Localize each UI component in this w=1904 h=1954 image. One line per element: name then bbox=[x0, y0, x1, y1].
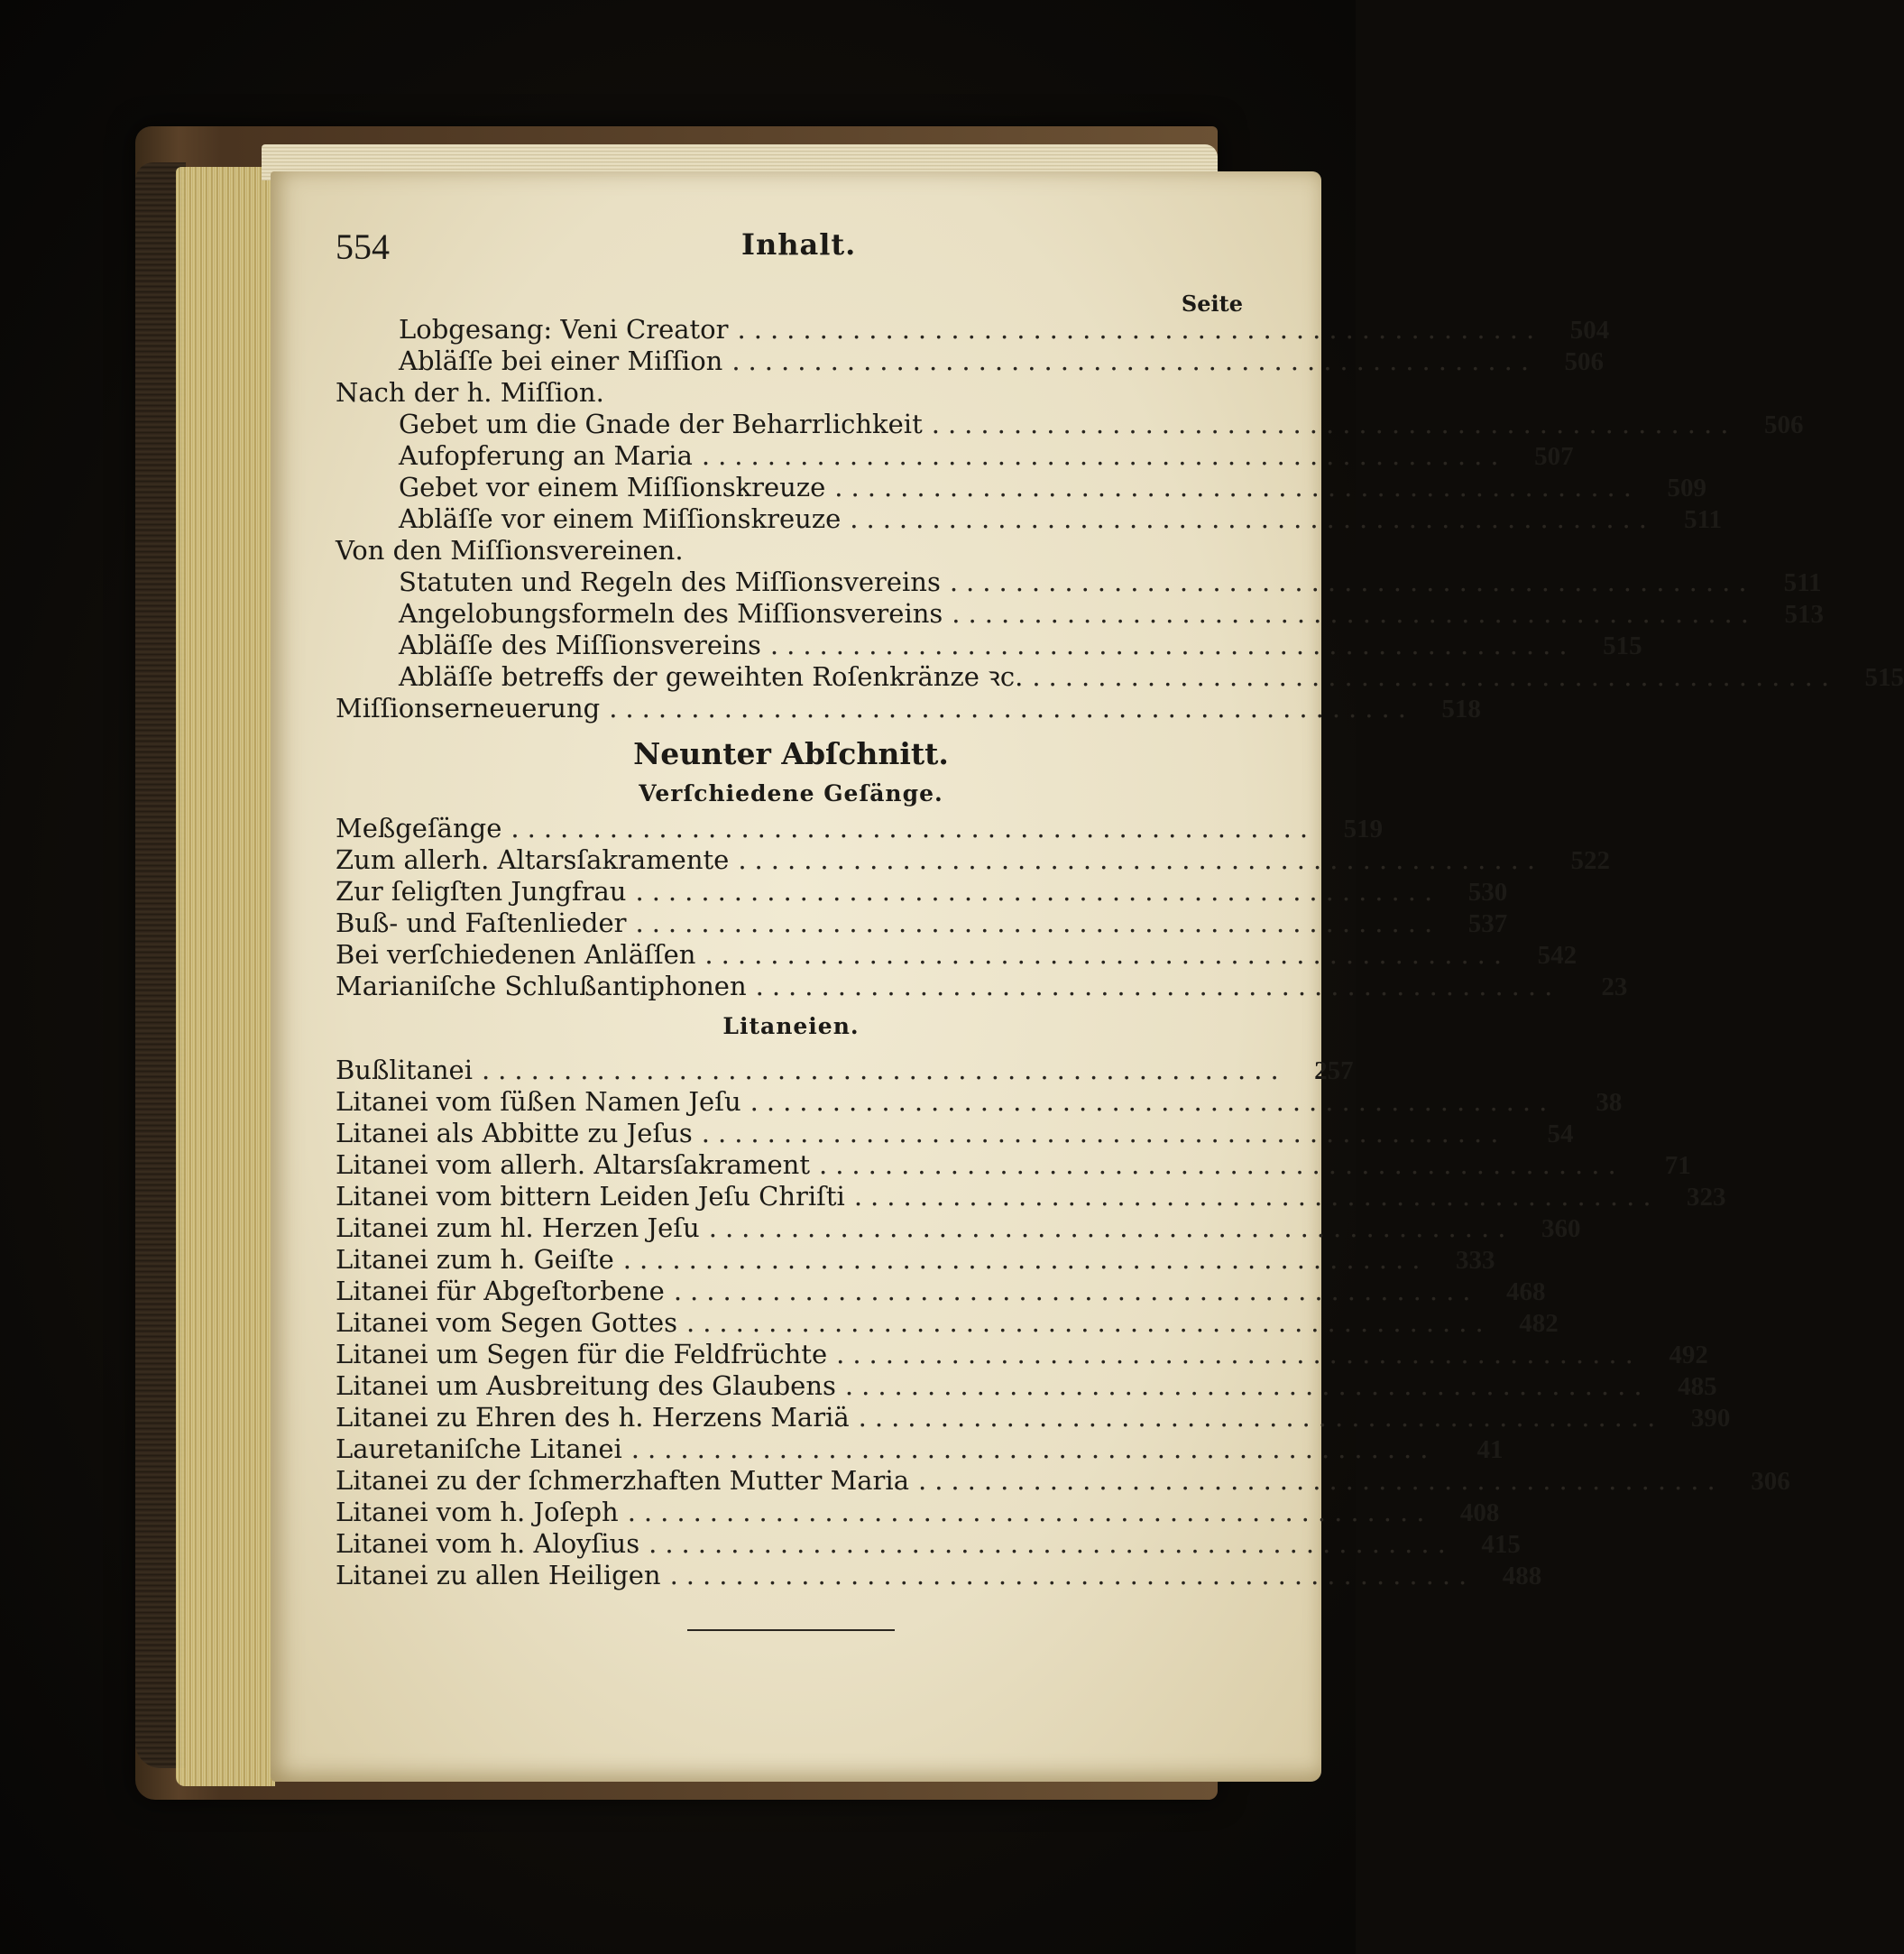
leader-dots: ................................................. bbox=[635, 876, 1441, 907]
toc-entry-page: 54 bbox=[1547, 1120, 1574, 1148]
toc-entry bbox=[336, 1528, 1521, 1560]
leader-dots: ................................................. bbox=[686, 1307, 1492, 1338]
closing-rule bbox=[687, 1629, 895, 1631]
toc-entry-page: 415 bbox=[1481, 1530, 1521, 1559]
toc-entry bbox=[336, 1402, 1731, 1433]
toc-entry-title: Litanei vom allerh. Altarsſakrament bbox=[336, 1149, 810, 1180]
toc-entry-page: 492 bbox=[1669, 1341, 1708, 1369]
leader-dots: ................................................. bbox=[609, 693, 1414, 724]
toc-entry-title: Zur ſeligſten Jungfrau bbox=[336, 876, 627, 907]
toc-entry bbox=[336, 598, 1824, 630]
toc-entry-title: Abläſſe vor einem Miſſionskreuze bbox=[399, 503, 842, 534]
toc-entry bbox=[336, 1181, 1726, 1212]
toc-entry bbox=[336, 813, 1384, 844]
toc-entry-title: Meßgeſänge bbox=[336, 813, 502, 843]
toc-entry-page: 485 bbox=[1678, 1372, 1717, 1401]
leader-dots: ................................................. bbox=[750, 1086, 1556, 1117]
toc-entry-title: Litanei vom h. Aloyſius bbox=[336, 1528, 640, 1559]
toc-entry-title: Zum allerh. Altarsſakramente bbox=[336, 844, 730, 875]
toc-entry-title: Litanei vom ſüßen Namen Jeſu bbox=[336, 1086, 741, 1117]
toc-entry-title: Angelobungsformeln des Miſſionsvereins bbox=[399, 598, 943, 629]
toc-entry bbox=[336, 1370, 1717, 1402]
page-content bbox=[336, 226, 1904, 1631]
toc-entry bbox=[336, 1118, 1574, 1149]
leader-dots: ................................................. bbox=[844, 1370, 1651, 1401]
leader-dots: ................................................. bbox=[704, 939, 1511, 970]
toc-entry-page: 507 bbox=[1534, 442, 1574, 471]
toc-entry-title: Litanei zu der ſchmerzhaften Mutter Maria bbox=[336, 1465, 909, 1496]
leader-dots: ................................................. bbox=[648, 1528, 1454, 1559]
leader-dots: ................................................. bbox=[949, 567, 1755, 597]
toc-entry bbox=[336, 1307, 1559, 1339]
toc-entry-page: 408 bbox=[1459, 1498, 1500, 1527]
toc-entry-title: Litanei um Ausbreitung des Glaubens bbox=[336, 1370, 836, 1401]
section-heading: Nach der h. Miſſion. bbox=[336, 377, 604, 408]
toc-entry-title: Litanei zum h. Geiſte bbox=[336, 1244, 614, 1275]
toc-entry bbox=[336, 693, 1481, 724]
toc-entry bbox=[336, 971, 1628, 1002]
toc-entry-page: 360 bbox=[1541, 1214, 1581, 1243]
toc-entry-title: Abläſſe bei einer Miſſion bbox=[399, 346, 723, 376]
toc-entry-title: Abläſſe betreffs der geweihten Roſenkränze ꝛc. bbox=[399, 661, 1024, 692]
toc-entry-page: 333 bbox=[1455, 1246, 1495, 1275]
page-column-label: Seite bbox=[1181, 290, 1243, 317]
leader-dots: ................................................. bbox=[622, 1244, 1429, 1275]
toc-entry-title: Lauretaniſche Litanei bbox=[336, 1433, 622, 1464]
toc-entry-title: Litanei zum hl. Herzen Jeſu bbox=[336, 1212, 700, 1243]
toc-entry-page: 513 bbox=[1784, 600, 1824, 629]
toc-entry-title: Gebet vor einem Miſſionskreuze bbox=[399, 472, 826, 502]
toc-entry-title: Miſſionserneuerung bbox=[336, 693, 601, 724]
leader-dots: ................................................. bbox=[510, 813, 1317, 843]
subsection-heading: Verſchiedene Geſänge. bbox=[639, 780, 943, 806]
leader-dots: ................................................. bbox=[630, 1433, 1437, 1464]
page-number: 554 bbox=[336, 226, 390, 267]
toc-entry-page: 390 bbox=[1690, 1404, 1731, 1433]
toc-entry bbox=[336, 1465, 1790, 1497]
toc-entry-title: Gebet um die Gnade der Beharrlichkeit bbox=[399, 409, 923, 439]
toc-entry bbox=[336, 472, 1706, 503]
toc-entry bbox=[336, 661, 1904, 693]
leader-dots: ................................................. bbox=[836, 1339, 1642, 1369]
toc-entry-page: 542 bbox=[1537, 941, 1577, 970]
toc-entry-title: Aufopferung an Maria bbox=[399, 440, 693, 471]
toc-entry-page: 323 bbox=[1687, 1183, 1726, 1212]
toc-entry-title: Lobgesang: Veni Creator bbox=[399, 314, 729, 345]
toc-entry bbox=[336, 939, 1577, 971]
toc-entry bbox=[336, 908, 1508, 939]
leader-dots: ................................................. bbox=[701, 1118, 1507, 1148]
leader-dots: ................................................. bbox=[669, 1560, 1476, 1590]
toc-entry-title: Statuten und Regeln des Miſſionsvereins bbox=[399, 567, 941, 597]
toc-entry-page: 515 bbox=[1864, 663, 1904, 692]
leader-dots: ................................................. bbox=[635, 908, 1441, 938]
toc-entry-title: Litanei zu allen Heiligen bbox=[336, 1560, 661, 1590]
leader-dots: ................................................. bbox=[627, 1497, 1433, 1527]
toc-entry bbox=[336, 409, 1804, 440]
toc-entry-page: 506 bbox=[1564, 347, 1605, 376]
toc-entry-title: Bußlitanei bbox=[336, 1055, 473, 1085]
toc-entry-page: 518 bbox=[1441, 695, 1481, 724]
toc-entry bbox=[336, 440, 1574, 472]
leader-dots: ................................................. bbox=[708, 1212, 1514, 1243]
leader-dots: ................................................. bbox=[701, 440, 1507, 471]
leader-dots: ................................................. bbox=[481, 1055, 1287, 1085]
leader-dots: ................................................. bbox=[850, 503, 1655, 534]
chapter-heading: Neunter Abſchnitt. bbox=[633, 736, 949, 771]
toc-entry-page: 515 bbox=[1603, 631, 1642, 660]
toc-entry-page: 38 bbox=[1596, 1088, 1623, 1117]
toc-entry-title: Bei verſchiedenen Anläſſen bbox=[336, 939, 696, 970]
toc-entry-page: 511 bbox=[1783, 568, 1822, 597]
toc-entry-title: Litanei für Abgeſtorbene bbox=[336, 1276, 665, 1306]
page-header bbox=[336, 226, 1246, 289]
leader-dots: ................................................. bbox=[673, 1276, 1479, 1306]
leader-dots: ................................................. bbox=[931, 409, 1737, 439]
section-heading: Von den Miſſionsvereinen. bbox=[336, 535, 684, 566]
toc-entry-page: 41 bbox=[1476, 1435, 1504, 1464]
toc-entry bbox=[336, 567, 1822, 598]
leader-dots: ................................................. bbox=[918, 1465, 1724, 1496]
toc-entry-page: 488 bbox=[1502, 1562, 1542, 1590]
toc-entry bbox=[336, 503, 1722, 535]
book-page bbox=[271, 171, 1904, 1782]
toc-entry bbox=[336, 1086, 1623, 1118]
leader-dots: ................................................. bbox=[858, 1402, 1664, 1433]
toc-entry bbox=[336, 1560, 1542, 1591]
toc-entry-page: 506 bbox=[1763, 410, 1804, 439]
toc-entry-title: Litanei um Segen für die Feldfrüchte bbox=[336, 1339, 828, 1369]
leader-dots: ................................................. bbox=[853, 1181, 1660, 1212]
gilt-page-edges bbox=[176, 167, 275, 1786]
toc-entry bbox=[336, 844, 1611, 876]
toc-entry-title: Litanei vom h. Joſeph bbox=[336, 1497, 619, 1527]
toc-entry bbox=[336, 314, 1610, 346]
toc-entry bbox=[336, 1497, 1500, 1528]
toc-entry-title: Marianiſche Schlußantiphonen bbox=[336, 971, 747, 1001]
toc-entry-page: 530 bbox=[1467, 878, 1508, 907]
toc-entry-page: 468 bbox=[1506, 1277, 1546, 1306]
toc-entry-page: 537 bbox=[1467, 909, 1508, 938]
leader-dots: ................................................. bbox=[731, 346, 1538, 376]
toc-entry bbox=[336, 1433, 1504, 1465]
toc-entry bbox=[336, 1244, 1495, 1276]
subsection-heading: Litaneien. bbox=[722, 1013, 860, 1039]
toc-entry-title: Litanei vom Segen Gottes bbox=[336, 1307, 677, 1338]
toc-entry-page: 511 bbox=[1684, 505, 1722, 534]
toc-entry-page: 306 bbox=[1751, 1467, 1790, 1496]
toc-entry-page: 257 bbox=[1314, 1056, 1354, 1085]
toc-entry-page: 509 bbox=[1667, 474, 1706, 502]
leader-dots: ................................................. bbox=[738, 844, 1544, 875]
leader-dots: ................................................. bbox=[755, 971, 1561, 1001]
toc-entry bbox=[336, 346, 1605, 377]
toc-entry-page: 23 bbox=[1601, 972, 1628, 1001]
toc-entry bbox=[336, 1339, 1708, 1370]
leader-dots: ................................................. bbox=[952, 598, 1757, 629]
leader-dots: ................................................. bbox=[819, 1149, 1624, 1180]
leader-dots: ................................................. bbox=[1032, 661, 1838, 692]
toc-entry bbox=[336, 1212, 1581, 1244]
toc-entry-page: 519 bbox=[1343, 815, 1384, 843]
toc-entry bbox=[336, 1149, 1691, 1181]
toc-entry-title: Litanei als Abbitte zu Jeſus bbox=[336, 1118, 693, 1148]
toc-entry-title: Litanei vom bittern Leiden Jeſu Chriſti bbox=[336, 1181, 845, 1212]
leader-dots: ................................................. bbox=[769, 630, 1576, 660]
toc-entry-page: 522 bbox=[1570, 846, 1611, 875]
toc-entry-page: 504 bbox=[1569, 316, 1610, 345]
running-title: Inhalt. bbox=[741, 227, 857, 262]
toc-entry-title: Buß- und Faſtenlieder bbox=[336, 908, 627, 938]
toc-entry bbox=[336, 1276, 1546, 1307]
toc-entry-title: Litanei zu Ehren des h. Herzens Mariä bbox=[336, 1402, 850, 1433]
leader-dots: ................................................. bbox=[737, 314, 1543, 345]
toc-entry bbox=[336, 876, 1508, 908]
toc-entry-page: 482 bbox=[1519, 1309, 1559, 1338]
toc-entry-title: Abläſſe des Miſſionsvereins bbox=[399, 630, 761, 660]
toc-entry-page: 71 bbox=[1664, 1151, 1691, 1180]
toc-entry bbox=[336, 1055, 1354, 1086]
leader-dots: ................................................. bbox=[834, 472, 1640, 502]
toc-entry bbox=[336, 630, 1642, 661]
